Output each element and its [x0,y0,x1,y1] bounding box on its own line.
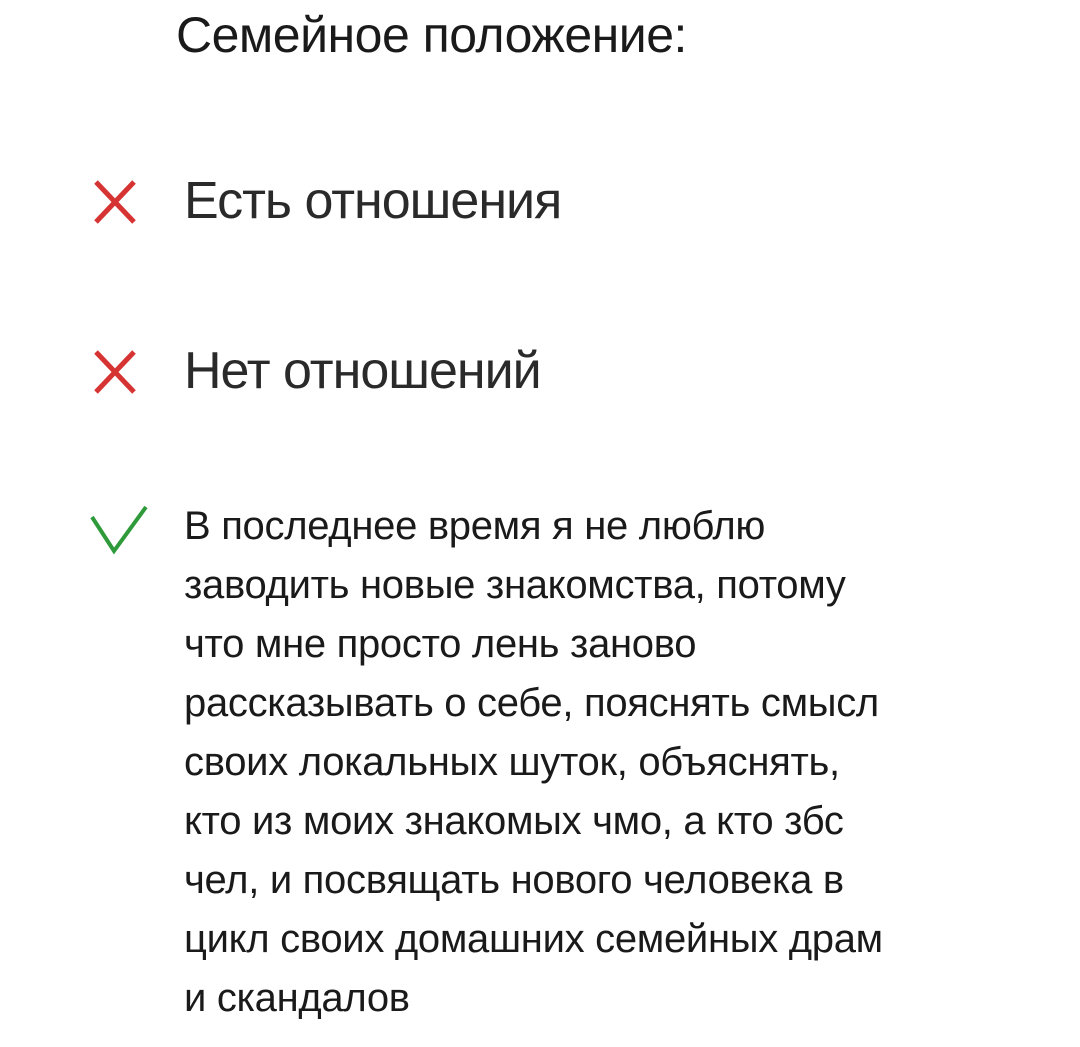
text-line: своих локальных шуток, объяснять, [184,740,840,784]
text-line: заводить новые знакомства, потому [184,563,846,607]
text-line: и скандалов [184,976,410,1020]
cross-icon [88,170,150,232]
option-label: Есть отношения [184,172,562,230]
text-line: что мне просто лень заново [184,622,697,666]
check-icon [88,503,150,565]
text-line: кто из моих знакомых чмо, а кто збс [184,799,844,843]
page-title: Семейное положение: [176,7,687,63]
option-no-relationship[interactable] [88,340,541,402]
cross-icon [88,340,150,402]
text-line: цикл своих домашних семейных драм [184,917,883,961]
option-description [184,497,1044,1028]
option-label: Нет отношений [184,342,541,400]
text-line: В последнее время я не люблю [184,504,766,548]
option-other-selected[interactable] [88,503,1044,1028]
option-has-relationship[interactable] [88,170,561,232]
text-line: рассказывать о себе, пояснять смысл [184,681,879,725]
text-line: чел, и посвящать нового человека в [184,858,844,902]
